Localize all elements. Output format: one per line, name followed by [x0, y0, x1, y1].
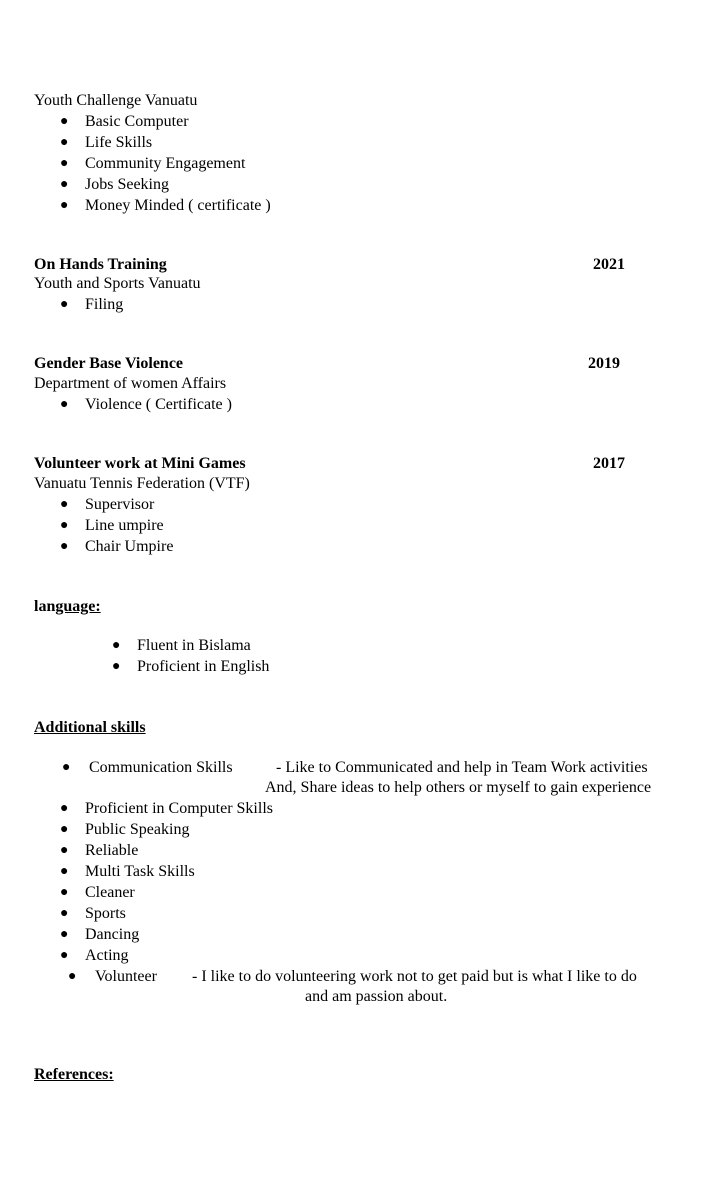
- section-title-on-hands: On Hands Training: [34, 256, 167, 273]
- bullet-icon: ●: [60, 297, 69, 312]
- list-item: Chair Umpire: [85, 538, 174, 555]
- skill-desc-volunteer-cont: and am passion about.: [305, 988, 448, 1005]
- list-item: Reliable: [85, 842, 139, 859]
- bullet-icon: ●: [112, 659, 121, 674]
- bullet-icon: ●: [60, 801, 69, 816]
- bullet-icon: ●: [60, 518, 69, 533]
- list-item: Public Speaking: [85, 821, 190, 838]
- list-item: Supervisor: [85, 496, 155, 513]
- bullet-icon: ●: [60, 885, 69, 900]
- year-gender: 2019: [588, 355, 620, 372]
- list-item: Jobs Seeking: [85, 176, 169, 193]
- org-vtf: Vanuatu Tennis Federation (VTF): [34, 475, 250, 492]
- bullet-icon: ●: [68, 969, 77, 984]
- org-women-affairs: Department of women Affairs: [34, 375, 227, 392]
- bullet-icon: ●: [62, 760, 71, 775]
- list-item: Life Skills: [85, 134, 153, 151]
- list-item: Proficient in Computer Skills: [85, 800, 273, 817]
- year-on-hands: 2021: [593, 256, 625, 273]
- skill-label-communication: Communication Skills: [89, 759, 233, 776]
- bullet-icon: ●: [60, 135, 69, 150]
- bullet-icon: ●: [60, 864, 69, 879]
- list-item: Filing: [85, 296, 124, 313]
- skill-label-volunteer: Volunteer: [95, 968, 157, 985]
- bullet-icon: ●: [60, 843, 69, 858]
- bullet-icon: ●: [60, 539, 69, 554]
- skill-desc-communication-cont: And, Share ideas to help others or myself to gain experience: [265, 779, 652, 796]
- bullet-icon: ●: [60, 822, 69, 837]
- bullet-icon: ●: [60, 906, 69, 921]
- org-youth-sports: Youth and Sports Vanuatu: [34, 275, 201, 292]
- bullet-icon: ●: [60, 177, 69, 192]
- references-heading: References:: [34, 1066, 114, 1083]
- list-item: Multi Task Skills: [85, 863, 195, 880]
- list-item: Sports: [85, 905, 126, 922]
- bullet-icon: ●: [112, 638, 121, 653]
- list-item: Acting: [85, 947, 129, 964]
- org-youth-challenge: Youth Challenge Vanuatu: [34, 92, 198, 109]
- list-item: Line umpire: [85, 517, 164, 534]
- year-volunteer: 2017: [593, 455, 625, 472]
- list-item: Cleaner: [85, 884, 135, 901]
- bullet-icon: ●: [60, 114, 69, 129]
- skill-desc-volunteer: - I like to do volunteering work not to get paid but is what I like to do: [192, 968, 637, 985]
- list-item: Money Minded ( certificate ): [85, 197, 271, 214]
- language-heading-underlined: guage:: [55, 598, 101, 615]
- bullet-icon: ●: [60, 156, 69, 171]
- list-item: Basic Computer: [85, 113, 189, 130]
- list-item: Community Engagement: [85, 155, 246, 172]
- bullet-icon: ●: [60, 497, 69, 512]
- language-heading: [34, 596, 101, 617]
- skill-desc-communication: - Like to Communicated and help in Team Work activities: [276, 759, 648, 776]
- language-heading-plain: lan: [34, 598, 56, 615]
- list-item: Fluent in Bislama: [137, 637, 251, 654]
- list-item: Proficient in English: [137, 658, 270, 675]
- bullet-icon: ●: [60, 927, 69, 942]
- bullet-icon: ●: [60, 198, 69, 213]
- bullet-icon: ●: [60, 948, 69, 963]
- section-title-gender: Gender Base Violence: [34, 355, 184, 372]
- bullet-icon: ●: [60, 397, 69, 412]
- list-item: Dancing: [85, 926, 140, 943]
- list-item: Violence ( Certificate ): [85, 396, 232, 413]
- section-title-volunteer: Volunteer work at Mini Games: [34, 455, 246, 472]
- additional-skills-heading: Additional skills: [34, 719, 146, 736]
